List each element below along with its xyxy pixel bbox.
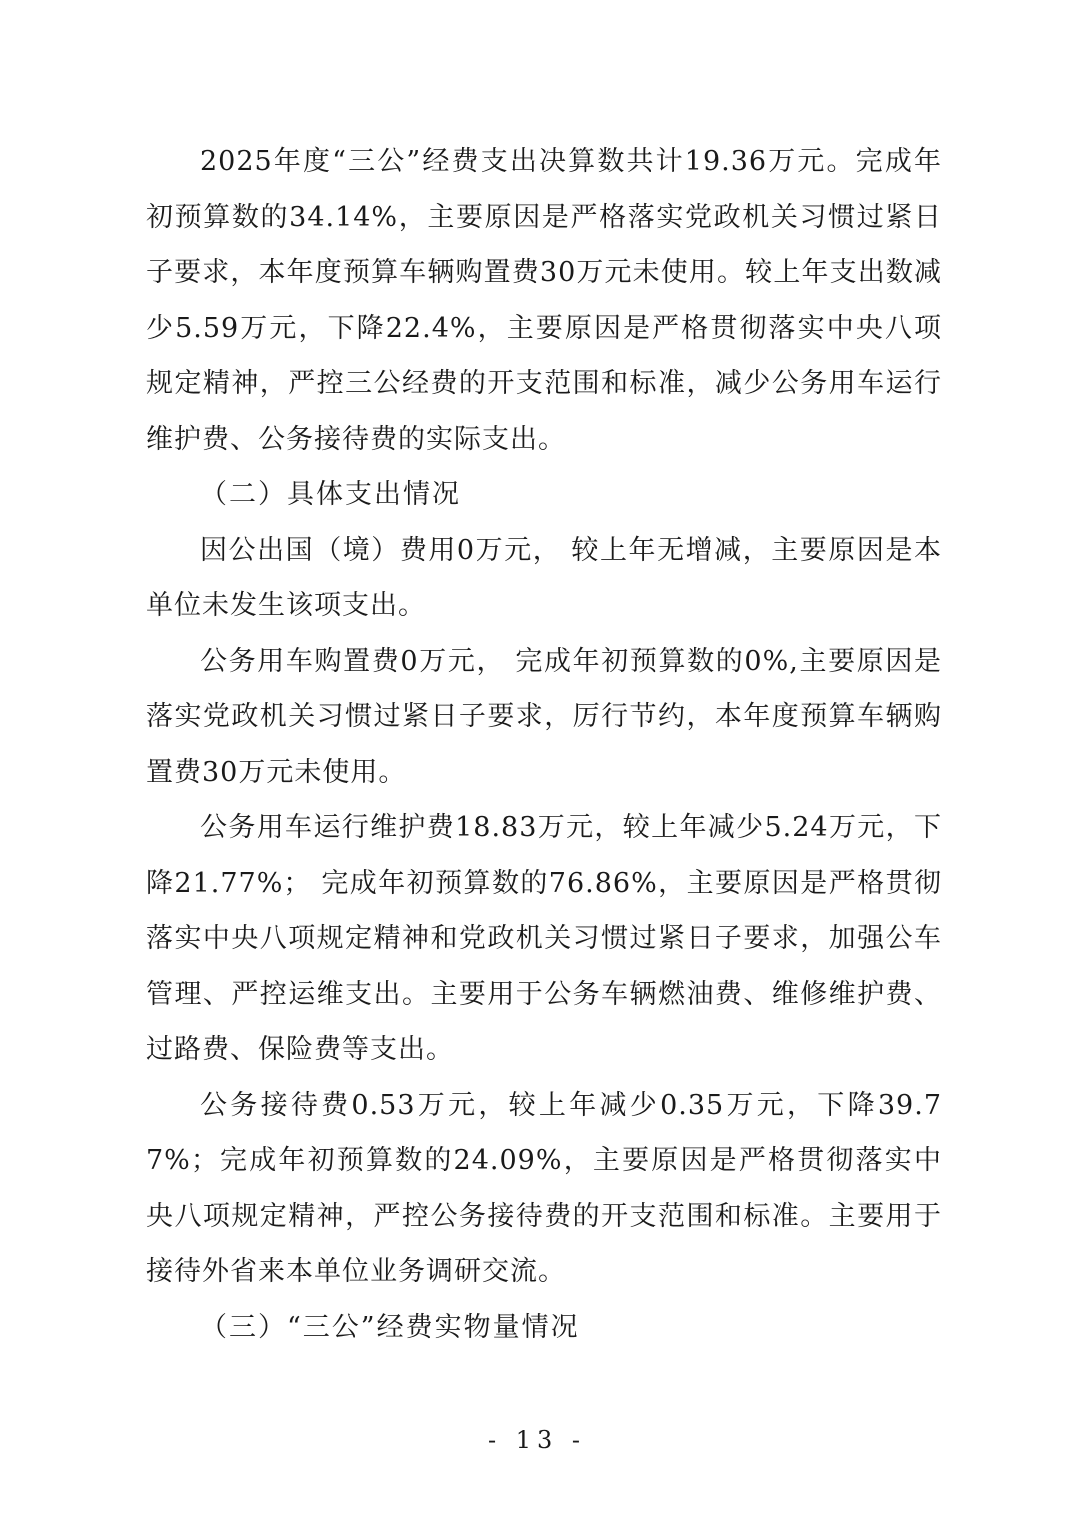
- paragraph-official-reception: 公务接待费0.53万元，较上年减少0.35万元，下降39.77%；完成年初预算数的24.09%，主要原因是严格贯彻落实中央八项规定精神，严控公务接待费的开支范围和标准。主要用于接待外省来本单位业务调研交流。: [146, 1089, 942, 1287]
- document-body: [146, 134, 942, 1355]
- section-heading-physical-quantity: （三）“三公”经费实物量情况: [200, 1311, 580, 1343]
- paragraph-overseas-travel: 因公出国（境）费用0万元， 较上年无增减，主要原因是本单位未发生该项支出。: [146, 534, 942, 621]
- paragraph-vehicle-operation: 公务用车运行维护费18.83万元，较上年减少5.24万元，下降21.77%； 完成年初预算数的76.86%，主要原因是严格贯彻落实中央八项规定精神和党政机关习惯过紧日子要求，加强公车管理、严控运维支出。主要用于公务车辆燃油费、维修维护费、过路费、保险费等支出。: [146, 812, 942, 1065]
- paragraph-vehicle-purchase: 公务用车购置费0万元， 完成年初预算数的0%,主要原因是落实党政机关习惯过紧日子要求，厉行节约，本年度预算车辆购置费30万元未使用。: [146, 645, 942, 788]
- page-number: - 13 -: [487, 1426, 586, 1454]
- paragraph-summary: 2025年度“三公”经费支出决算数共计19.36万元。完成年初预算数的34.14%，主要原因是严格落实党政机关习惯过紧日子要求，本年度预算车辆购置费30万元未使用。较上年支出数减少5.59万元，下降22.4%，主要原因是严格贯彻落实中央八项规定精神，严控三公经费的开支范围和标准，减少公务用车运行维护费、公务接待费的实际支出。: [146, 146, 942, 455]
- section-heading-specific-expenditure: （二）具体支出情况: [200, 479, 461, 510]
